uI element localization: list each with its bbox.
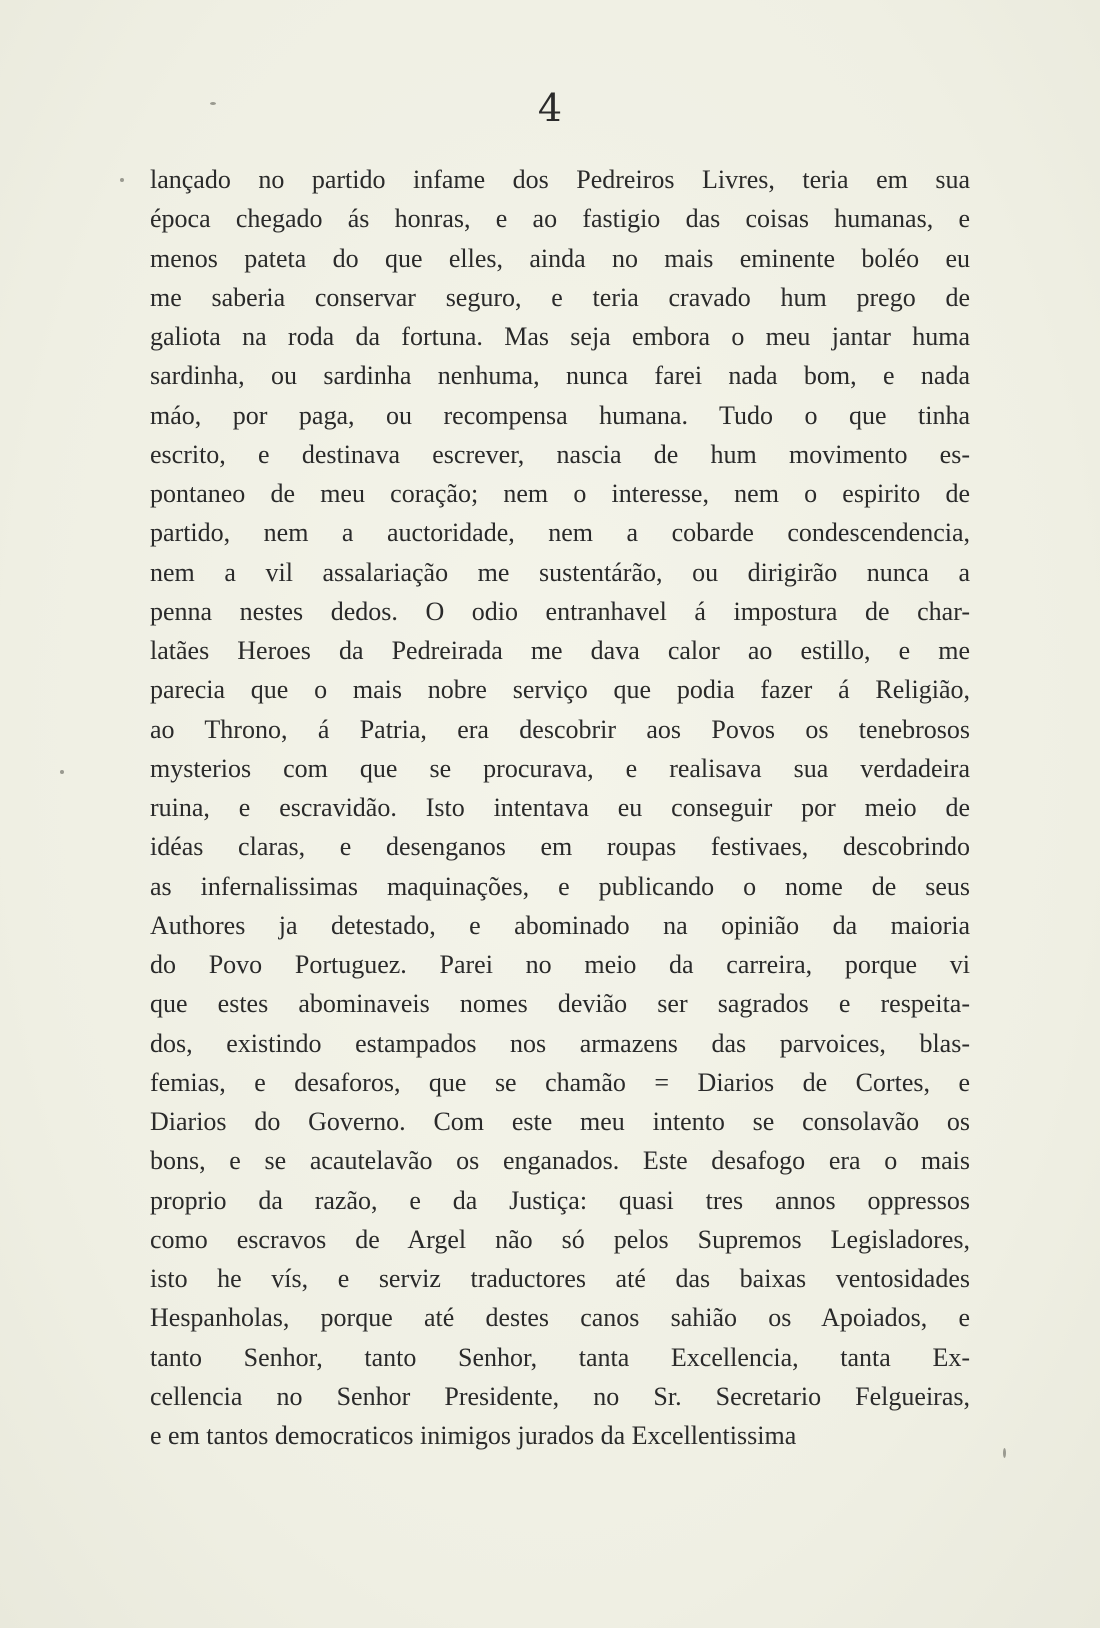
text-line: e em tantos democraticos inimigos jurados da Excellentissima [150,1421,797,1450]
text-line: me saberia conservar seguro, e teria cravado hum prego de [150,282,970,312]
body-text [150,160,970,1455]
text-line: galiota na roda da fortuna. Mas seja embora o meu jantar huma [150,322,970,351]
text-line: pontaneo de meu coração; nem o interesse, nem o espirito de [150,479,970,508]
speck-mark [60,770,64,774]
text-line: proprio da razão, e da Justiça: quasi tres annos oppressos [150,1185,970,1215]
text-line: ao Throno, á Patria, era descobrir aos Povos os tenebrosos [150,714,970,744]
speck-mark [1003,1448,1006,1458]
text-line: escrito, e destinava escrever, nascia de hum movimento es- [150,439,970,469]
text-line: femias, e desaforos, que se chamão = Diarios de Cortes, e [150,1067,970,1097]
text-line: como escravos de Argel não só pelos Supremos Legisladores, [150,1224,970,1254]
text-line: cellencia no Senhor Presidente, no Sr. Secretario Felgueiras, [150,1381,970,1411]
page-number: 4 [537,86,563,130]
text-line: partido, nem a auctoridade, nem a cobarde condescendencia, [150,518,970,548]
text-line: ruina, e escravidão. Isto intentava eu conseguir por meio de [150,793,970,822]
text-line: nem a vil assalariação me sustentárão, ou dirigirão nunca a [150,557,970,587]
text-line: que estes abominaveis nomes devião ser sagrados e respeita- [150,989,970,1019]
text-line: sardinha, ou sardinha nenhuma, nunca farei nada bom, e nada [150,361,970,391]
text-line: do Povo Portuguez. Parei no meio da carreira, porque vi [150,950,970,979]
text-line: idéas claras, e desenganos em roupas festivaes, descobrindo [150,832,970,862]
text-line: latães Heroes da Pedreirada me dava calor ao estillo, e me [150,636,970,665]
text-line: parecia que o mais nobre serviço que podia fazer á Religião, [150,675,970,705]
text-line: menos pateta do que elles, ainda no mais eminente boléo eu [150,243,970,273]
text-line: bons, e se acautelavão os enganados. Este desafogo era o mais [150,1146,970,1176]
text-line: penna nestes dedos. O odio entranhavel á impostura de char- [150,596,970,626]
text-line: máo, por paga, ou recompensa humana. Tudo o que tinha [150,400,970,430]
text-line: mysterios com que se procurava, e realisava sua verdadeira [150,753,970,783]
speck-mark [120,178,124,182]
text-line: isto he vís, e serviz traductores até das baixas ventosidades [150,1264,970,1293]
text-line: Authores ja detestado, e abominado na opinião da maioria [150,910,970,940]
text-line: Hespanholas, porque até destes canos sahião os Apoiados, e [150,1303,970,1333]
text-line: tanto Senhor, tanto Senhor, tanta Excellencia, tanta Ex- [150,1342,970,1372]
text-line: as infernalissimas maquinações, e publicando o nome de seus [150,871,970,901]
text-line: Diarios do Governo. Com este meu intento se consolavão os [150,1107,970,1136]
text-line: dos, existindo estampados nos armazens das parvoices, blas- [150,1028,970,1058]
text-line: época chegado ás honras, e ao fastigio das coisas humanas, e [150,204,970,234]
text-line: lançado no partido infame dos Pedreiros Livres, teria em sua [150,165,970,194]
